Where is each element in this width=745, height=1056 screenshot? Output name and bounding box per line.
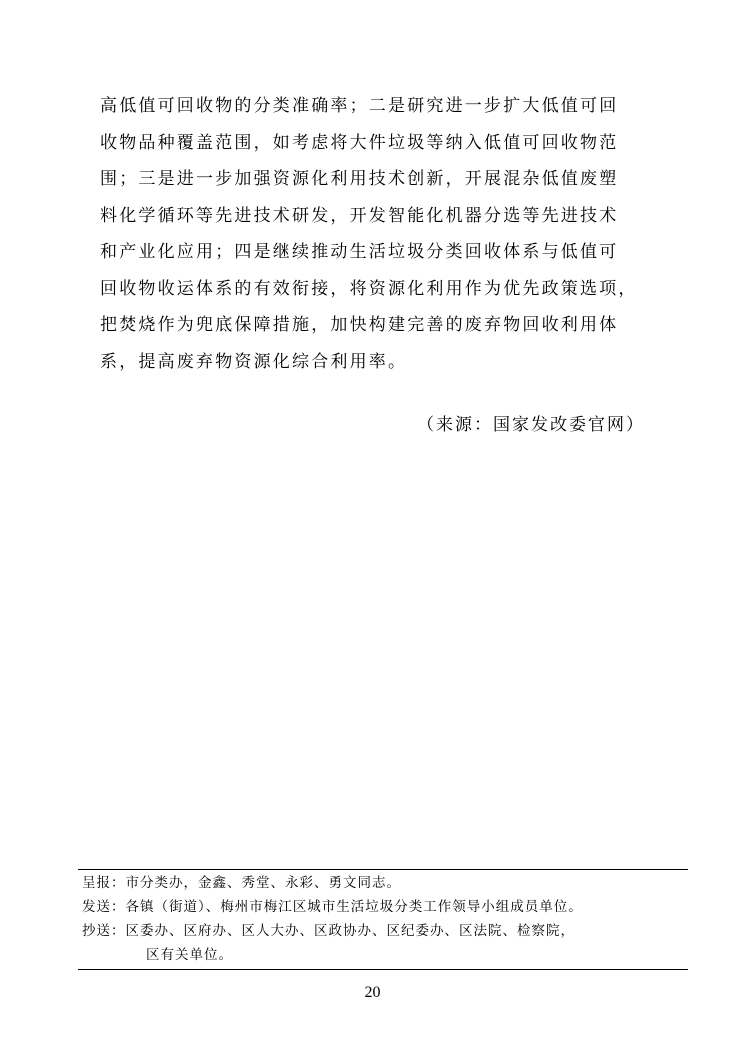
page-number: 20 <box>364 984 381 1001</box>
copy-line: 抄送：区委办、区府办、区人大办、区政协办、区纪委办、区法院、检察院， <box>82 923 575 939</box>
body-line: 和产业化应用；四是继续推动生活垃圾分类回收体系与低值可 <box>100 242 619 262</box>
body-line: 系，提高废弃物资源化综合利用率。 <box>100 351 408 372</box>
distribution-list <box>78 870 688 969</box>
body-line: 把焚烧作为兜底保障措施，加快构建完善的废弃物回收利用体 <box>100 315 619 335</box>
body-line: 围；三是进一步加强资源化利用技术创新，开展混杂低值废塑 <box>100 169 619 189</box>
copy-line-continued: 区有关单位。 <box>146 947 233 963</box>
body-line: 收物品种覆盖范围，如考虑将大件垃圾等纳入低值可回收物范 <box>100 132 619 153</box>
body-line: 料化学循环等先进技术研发，开发智能化机器分选等先进技术 <box>100 205 619 226</box>
source-attribution: （来源：国家发改委官网） <box>417 415 645 435</box>
send-line: 发送：各镇（街道）、梅州市梅江区城市生活垃圾分类工作领导小组成员单位。 <box>82 899 583 915</box>
body-line: 高低值可回收物的分类准确率；二是研究进一步扩大低值可回 <box>100 96 619 116</box>
submit-line: 呈报：市分类办，金鑫、秀堂、永彩、勇文同志。 <box>82 875 401 891</box>
bottom-rule <box>78 969 688 970</box>
distribution-block <box>78 869 688 970</box>
body-line: 回收物收运体系的有效衔接，将资源化利用作为优先政策选项， <box>100 278 638 299</box>
body-text <box>100 88 660 380</box>
